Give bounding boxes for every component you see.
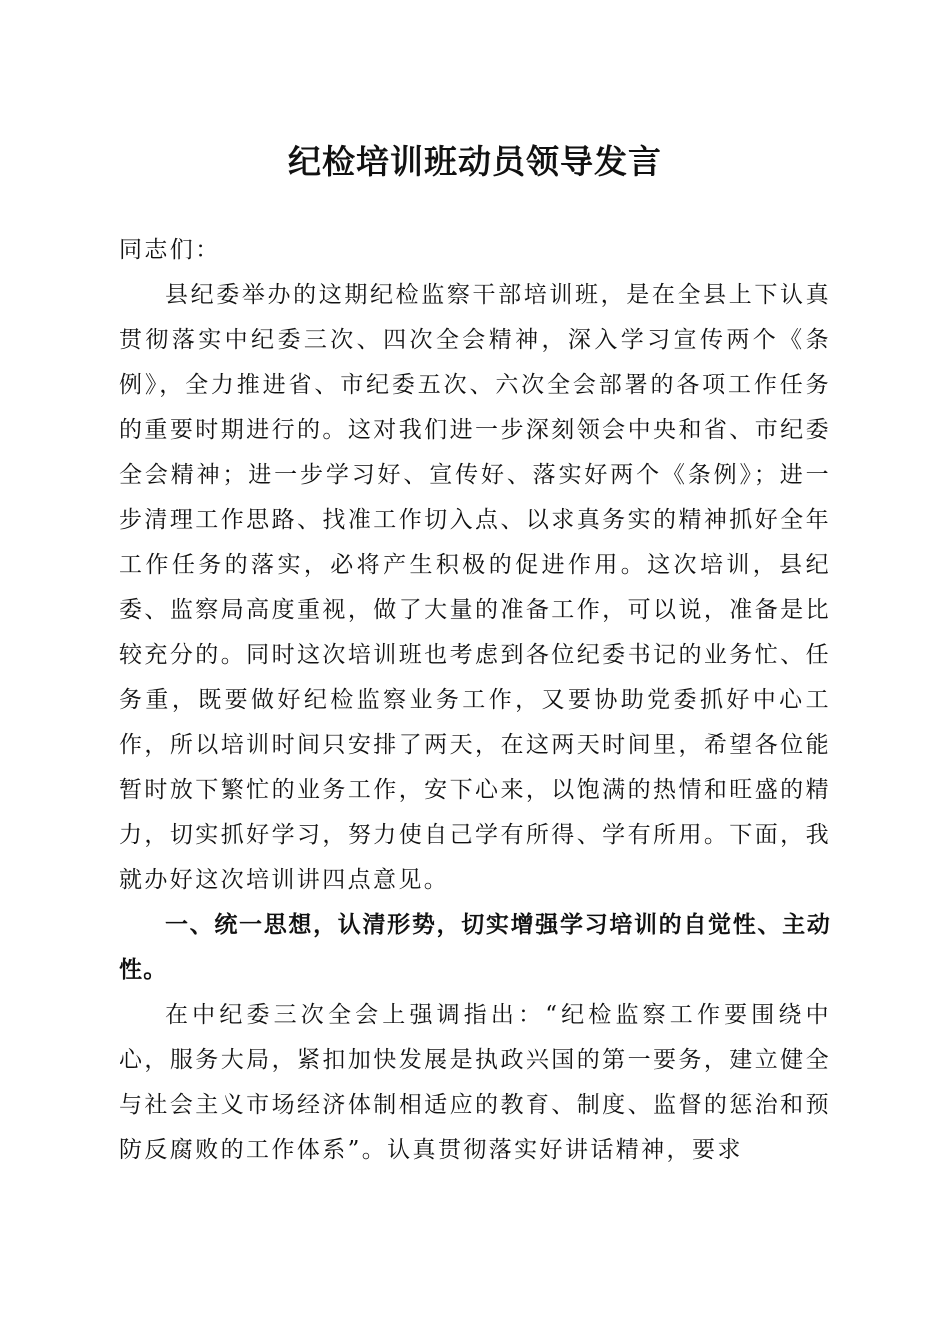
document-title: 纪检培训班动员领导发言 [288,142,662,181]
section-heading-1: 一、统一思想，认清形势，切实增强学习培训的自觉性、主动性。 [119,912,831,983]
document-body [119,228,831,1173]
salutation: 同志们： [119,237,221,263]
paragraph-intro: 县纪委举办的这期纪检监察干部培训班，是在全县上下认真贯彻落实中纪委三次、四次全会精神，深入学习宣传两个《条例》，全力推进省、市纪委五次、六次全会部署的各项工作任务的重要时期进行的。这对我们进一步深刻领会中央和省、市纪委全会精神；进一步学习好、宣传好、落实好两个《条例》；进一步清理工作思路、找准工作切入点、以求真务实的精神抓好全年工作任务的落实，必将产生积极的促进作用。这次培训，县纪委、监察局高度重视，做了大量的准备工作，可以说，准备是比较充分的。同时这次培训班也考虑到各位纪委书记的业务忙、任务重，既要做好纪检监察业务工作，又要协助党委抓好中心工作，所以培训时间只安排了两天，在这两天时间里，希望各位能暂时放下繁忙的业务工作，安下心来，以饱满的热情和旺盛的精力，切实抓好学习，努力使自己学有所得、学有所用。下面，我就办好这次培训讲四点意见。 [119,282,831,893]
paragraph-section-1: 在中纪委三次全会上强调指出：“纪检监察工作要围绕中心，服务大局，紧扣加快发展是执政兴国的第一要务，建立健全与社会主义市场经济体制相适应的教育、制度、监督的惩治和预防反腐败的工作体系”。认真贯彻落实好讲话精神，要求 [119,1002,831,1163]
